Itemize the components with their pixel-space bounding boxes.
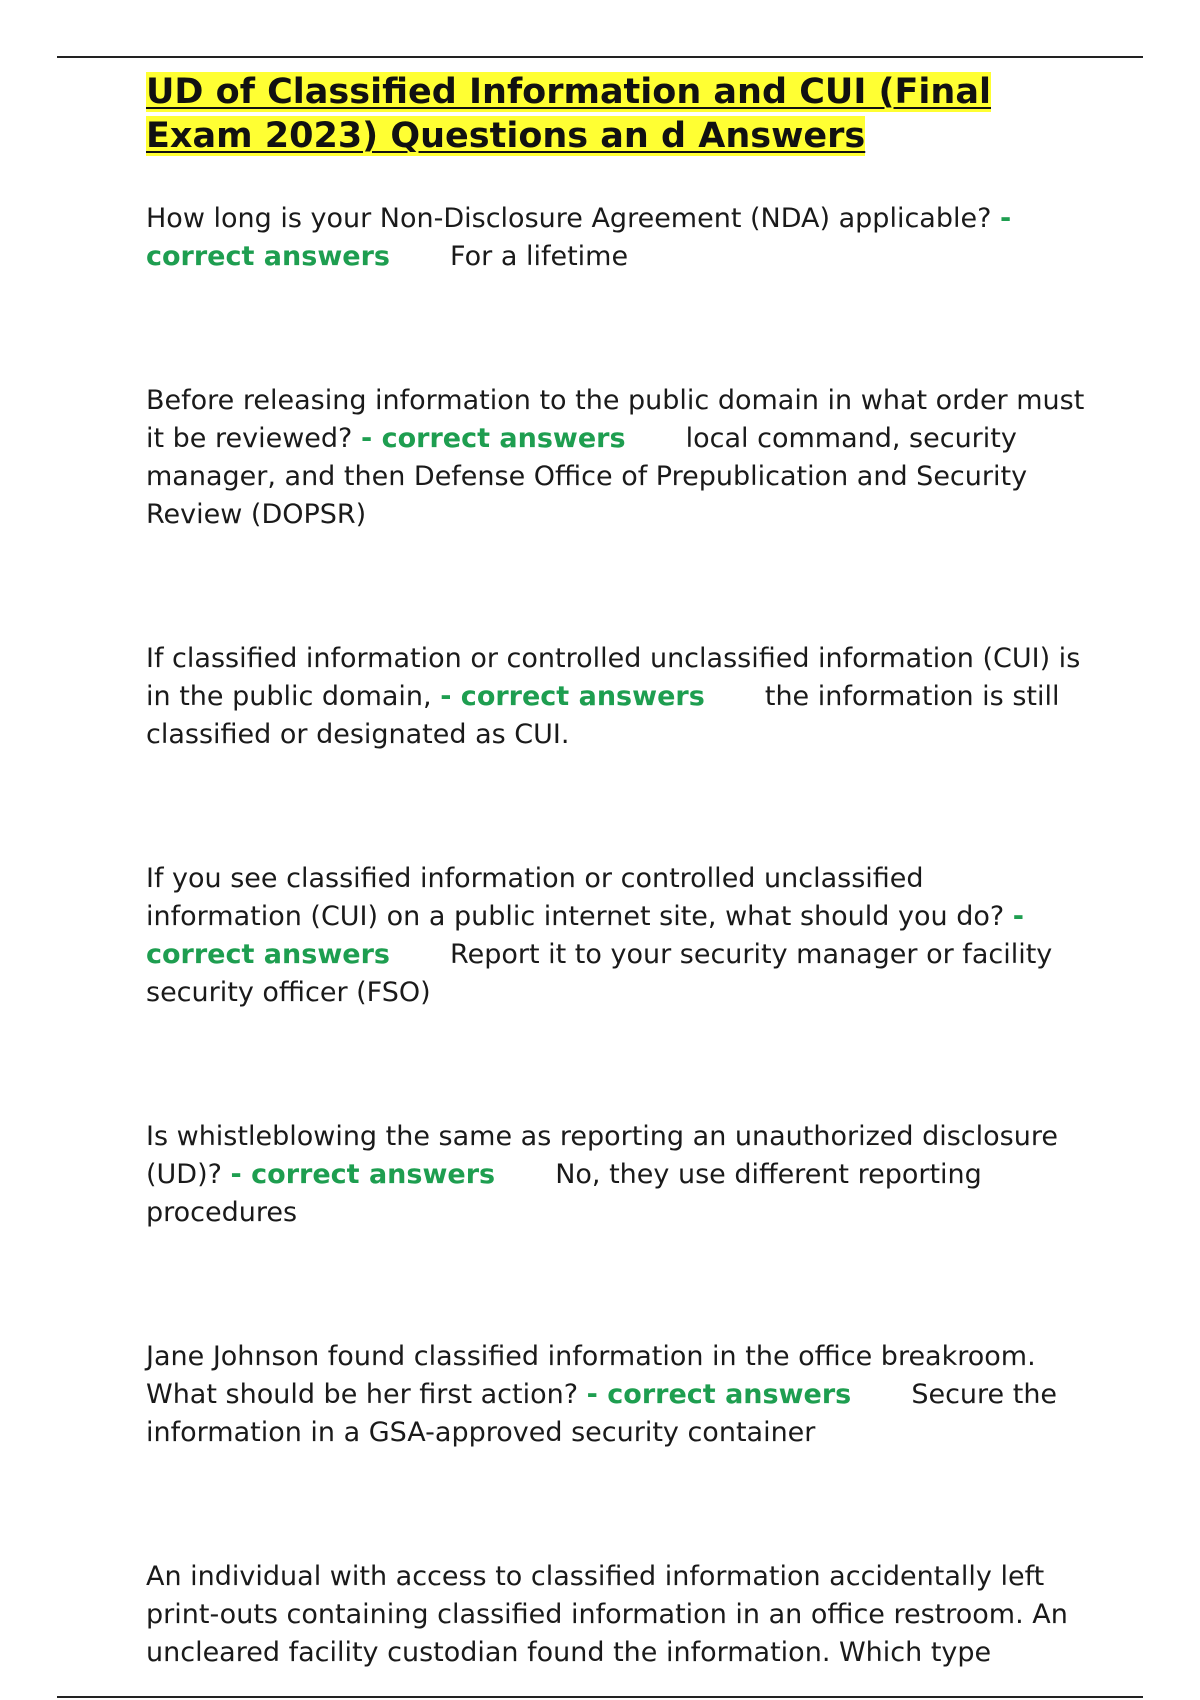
question-text: Jane Johnson found classified information in the office breakroom. What should be her first action?: [146, 1341, 1045, 1410]
top-rule: [57, 56, 1143, 58]
answer-tag: - correct answers: [146, 901, 1034, 970]
answer-tag: - correct answers: [440, 681, 705, 712]
qa-item-partial: [146, 1558, 1086, 1672]
answer-tag: - correct answers: [146, 203, 1021, 272]
answer-text: Secure the information in a GSA-approved security container: [146, 1379, 1066, 1448]
answer-text: the information is still classified or designated as CUI.: [146, 681, 1069, 750]
title-line-2: Exam 2023) Questions an d Answers: [146, 116, 866, 156]
qa-item: [146, 860, 1086, 1012]
answer-text: For a lifetime: [450, 241, 629, 272]
question-text: How long is your Non-Disclosure Agreement (NDA) applicable?: [146, 203, 1001, 234]
answer-tag: - correct answers: [360, 423, 626, 454]
answer-text: Report it to your security manager or facility security officer (FSO): [146, 939, 1061, 1008]
qa-item: [146, 1118, 1086, 1232]
question-text: If you see classified information or controlled unclassified information (CUI) on a public internet site, what should you do?: [146, 863, 1013, 932]
answer-tag: - correct answers: [230, 1159, 496, 1190]
title-line-1: UD of Classified Information and CUI (Final: [146, 72, 991, 112]
qa-item: [146, 640, 1089, 754]
question-text: Before releasing information to the public domain in what order must it be reviewed?: [146, 385, 1093, 454]
question-text: If classified information or controlled unclassified information (CUI) is in the public domain,: [146, 643, 1089, 712]
qa-item: [146, 1338, 1086, 1452]
answer-text: No, they use different reporting procedures: [146, 1159, 991, 1228]
document-title: [146, 70, 1086, 158]
qa-item: [146, 200, 1086, 276]
document-page: [146, 70, 1093, 1672]
question-text: Is whistleblowing the same as reporting an unauthorized disclosure (UD)?: [146, 1121, 1067, 1190]
qa-item: [146, 382, 1093, 534]
bottom-rule: [57, 1696, 1143, 1698]
answer-text: local command, security manager, and then Defense Office of Prepublication and Security Review (DOPSR): [146, 423, 1036, 530]
answer-tag: - correct answers: [586, 1379, 852, 1410]
question-text: An individual with access to classified information accidentally left print-outs containing classified information in an office restroom. An uncleared facility custodian found the information. Which type: [146, 1561, 1077, 1668]
qa-list: [146, 200, 1093, 1672]
